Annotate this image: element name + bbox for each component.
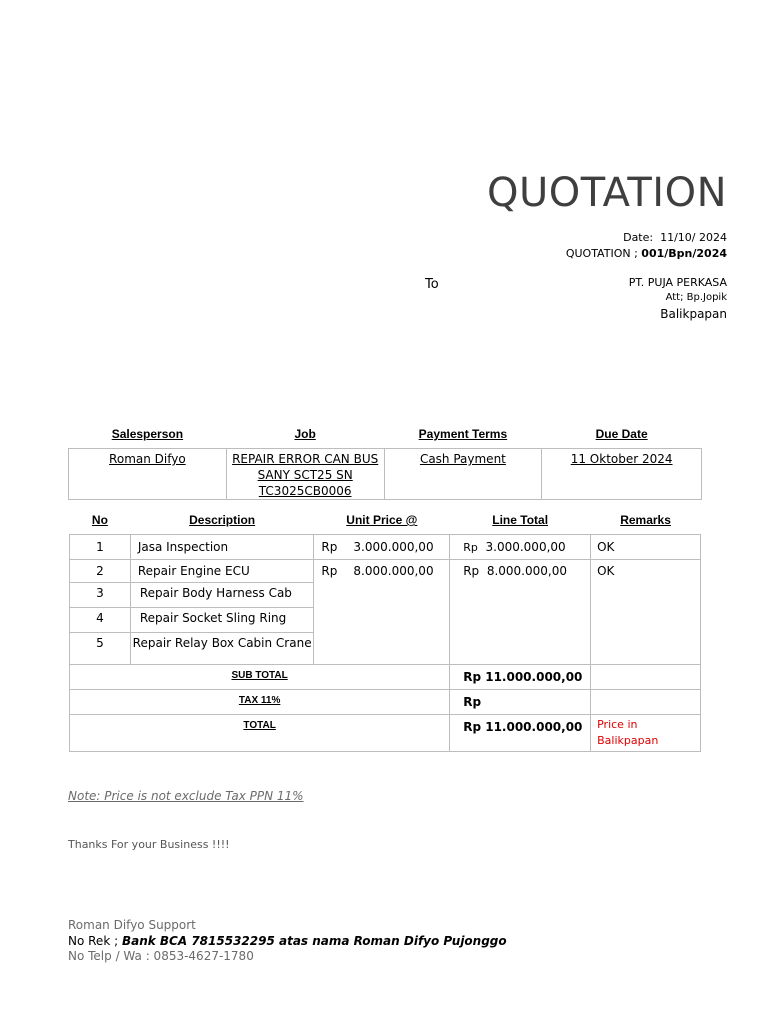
recipient-city: Balikpapan: [660, 307, 727, 321]
item-remark: OK: [591, 535, 701, 560]
salesperson-value: Roman Difyo: [109, 452, 186, 466]
quotation-number: 001/Bpn/2024: [641, 247, 727, 260]
tax-value: Rp: [450, 690, 591, 715]
remarks-header: Remarks: [620, 513, 671, 527]
item-no: 1: [70, 535, 131, 560]
item-no: 5: [70, 633, 131, 665]
total-row: [70, 715, 701, 752]
unit-price-header: Unit Price @: [346, 513, 418, 527]
date-label: Date:: [623, 231, 654, 244]
recipient-company: PT. PUJA PERKASA: [628, 276, 727, 289]
item-no: 3: [70, 583, 131, 608]
job-line: REPAIR ERROR CAN BUS: [232, 452, 379, 466]
thanks-message: Thanks For your Business !!!!: [68, 838, 230, 851]
quotation-label: QUOTATION ;: [565, 247, 638, 260]
recipient-attention: Att; Bp.Jopik: [665, 292, 727, 303]
item-no: 2: [70, 560, 131, 583]
quotation-number-line: [566, 247, 727, 260]
tax-note: Note: Price is not exclude Tax PPN 11%: [68, 789, 304, 803]
item-unit-price: Rp 8.000.000,00: [314, 560, 450, 665]
subtotal-label: SUB TOTAL: [70, 665, 450, 690]
item-description: Repair Engine ECU: [130, 560, 314, 583]
bank-account-value: Bank BCA 7815532295 atas nama Roman Difyo Pujonggo: [121, 934, 507, 948]
item-unit-price: Rp 3.000.000,00: [314, 535, 450, 560]
items-table: [69, 512, 701, 752]
document-title: QUOTATION: [487, 170, 727, 216]
date-line: [623, 231, 727, 244]
table-row: [70, 560, 701, 583]
to-label: To: [425, 277, 439, 292]
item-description: Repair Body Harness Cab: [130, 583, 314, 608]
total-value: Rp 11.000.000,00: [450, 715, 591, 752]
total-remark: Price in Balikpapan: [591, 715, 701, 752]
phone-line: No Telp / Wa : 0853-4627-1780: [68, 949, 254, 963]
subtotal-row: [70, 665, 701, 690]
item-description: Repair Socket Sling Ring: [130, 608, 314, 633]
item-no: 4: [70, 608, 131, 633]
due-date-header: Due Date: [595, 427, 648, 441]
salesperson-header: Salesperson: [111, 427, 184, 441]
job-header: Job: [294, 427, 316, 441]
item-description: Repair Relay Box Cabin Crane: [130, 633, 314, 665]
payment-terms-header: Payment Terms: [418, 427, 508, 441]
item-remark: OK: [591, 560, 701, 665]
support-name: Roman Difyo Support: [68, 918, 196, 932]
job-value: [226, 449, 384, 500]
bank-account-label: No Rek ;: [68, 934, 119, 948]
job-line: SANY SCT25 SN: [257, 468, 353, 482]
job-line: TC3025CB0006: [258, 484, 352, 498]
item-line-total: Rp 3.000.000,00: [450, 535, 591, 560]
item-line-total: Rp 8.000.000,00: [450, 560, 591, 665]
tax-row: [70, 690, 701, 715]
date-value: 11/10/ 2024: [660, 231, 727, 244]
bank-account-line: [68, 934, 507, 948]
tax-label: TAX 11%: [70, 690, 450, 715]
payment-terms-value: Cash Payment: [419, 452, 506, 466]
no-header: No: [91, 513, 108, 527]
description-header: Description: [189, 513, 256, 527]
line-total-header: Line Total: [492, 513, 549, 527]
subtotal-value: Rp 11.000.000,00: [450, 665, 591, 690]
table-row: [70, 535, 701, 560]
sales-info-table: [68, 424, 702, 500]
due-date-value: 11 Oktober 2024: [570, 452, 673, 466]
total-label: TOTAL: [70, 715, 450, 752]
item-description: Jasa Inspection: [130, 535, 314, 560]
